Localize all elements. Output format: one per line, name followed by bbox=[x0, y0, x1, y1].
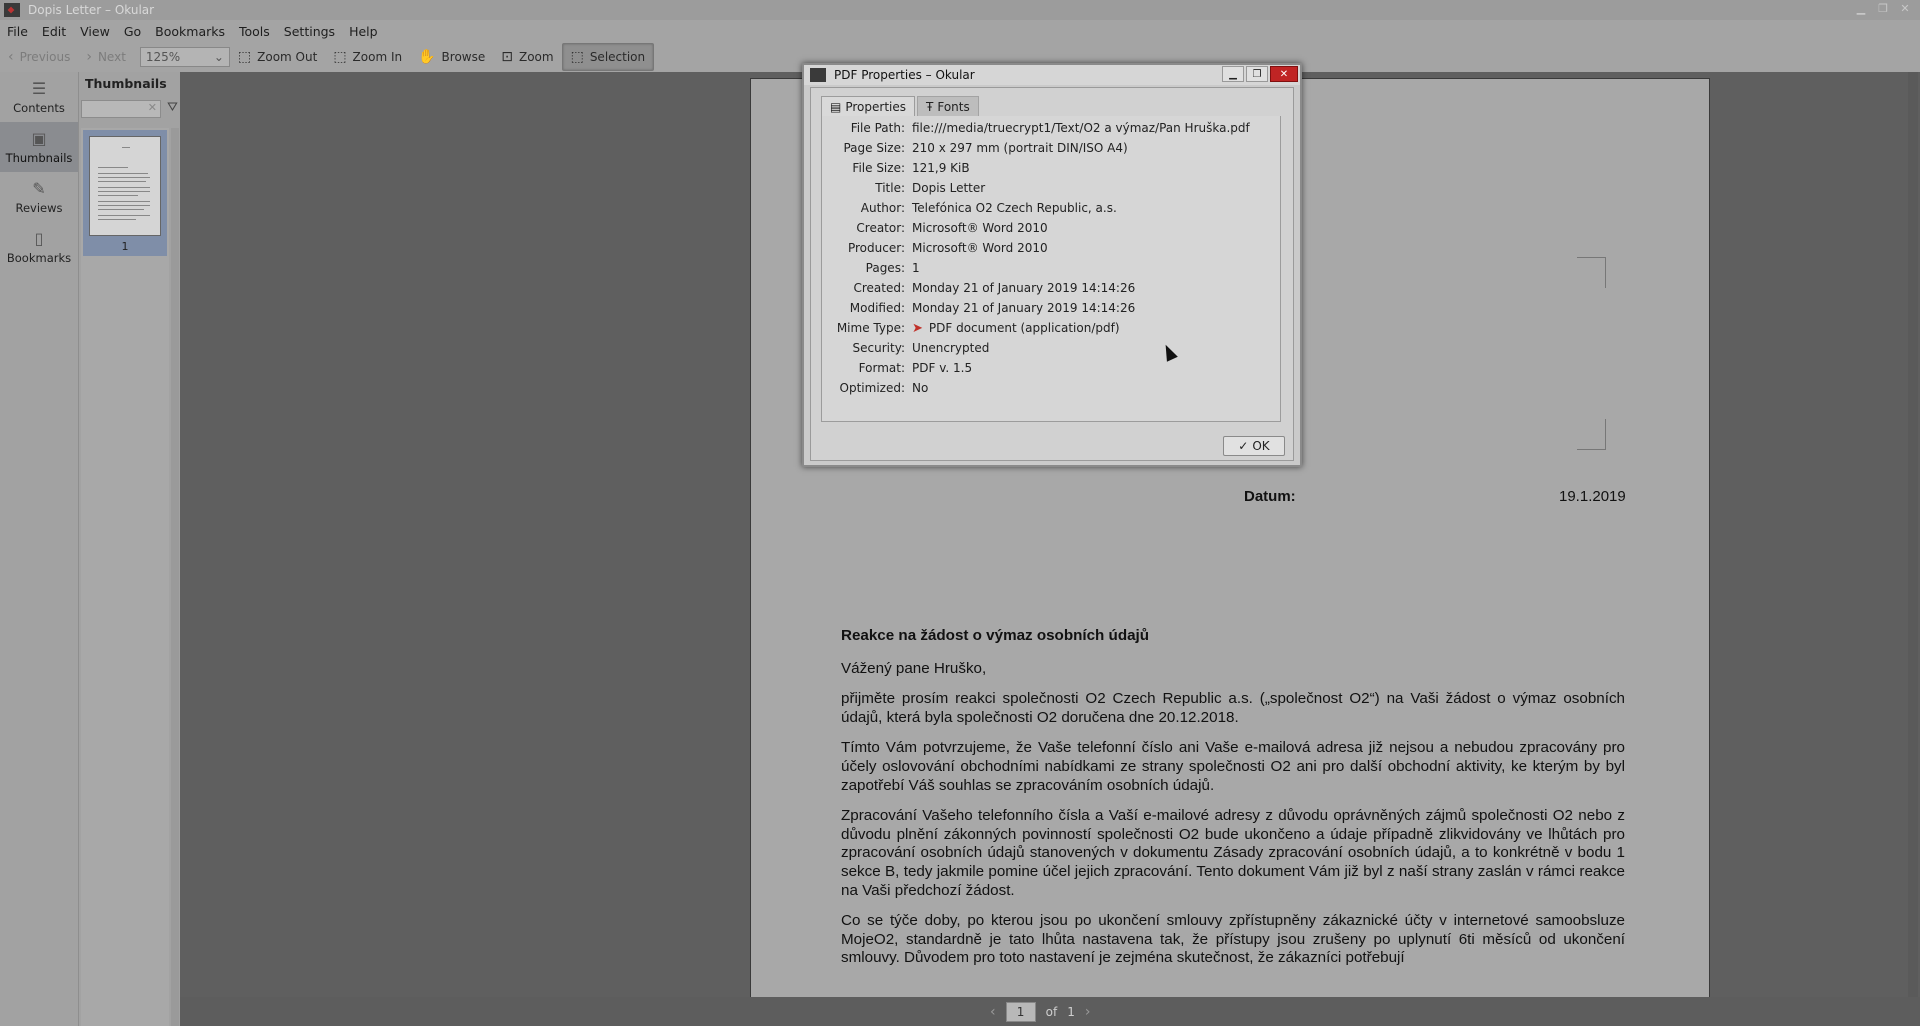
menu-go[interactable]: Go bbox=[123, 23, 142, 39]
dialog-minimize-icon[interactable]: ▁ bbox=[1222, 66, 1244, 82]
menu-file[interactable]: File bbox=[7, 23, 28, 39]
bookmark-icon: ▯ bbox=[34, 229, 44, 248]
ok-label: OK bbox=[1252, 439, 1270, 453]
dialog-maximize-icon[interactable]: ❐ bbox=[1246, 66, 1268, 82]
crop-mark-top bbox=[1577, 257, 1606, 288]
dialog-tabs bbox=[821, 96, 1281, 117]
property-label: Producer: bbox=[847, 241, 905, 255]
property-row-format bbox=[822, 358, 972, 378]
crop-mark-bottom bbox=[1577, 419, 1606, 450]
property-value: Telefónica O2 Czech Republic, a.s. bbox=[912, 201, 1117, 215]
menu-bookmarks[interactable]: Bookmarks bbox=[155, 23, 225, 39]
next-label: Next bbox=[97, 50, 126, 64]
property-label: Created: bbox=[853, 281, 905, 295]
sidebar-item-label: Bookmarks bbox=[6, 251, 72, 265]
menu-help[interactable]: Help bbox=[349, 23, 378, 39]
dialog-title: PDF Properties – Okular bbox=[834, 68, 975, 82]
sidebar-item-bookmarks[interactable] bbox=[0, 222, 78, 272]
property-value: No bbox=[912, 381, 929, 395]
pen-icon: ✎ bbox=[32, 179, 46, 198]
selection-icon: ⬚ bbox=[570, 49, 584, 65]
hand-icon: ✋ bbox=[418, 49, 436, 65]
property-row-file-size bbox=[822, 158, 970, 178]
sidebar-item-label: Contents bbox=[13, 101, 65, 115]
zoom-tool-label: Zoom bbox=[518, 50, 554, 64]
dialog-body bbox=[810, 87, 1294, 461]
chevron-left-icon: ‹ bbox=[8, 49, 14, 65]
sidebar-item-label: Reviews bbox=[15, 201, 63, 215]
okular-app-icon bbox=[4, 3, 20, 17]
letter-greeting: Vážený pane Hruško, bbox=[841, 659, 987, 677]
chevron-right-icon: › bbox=[86, 49, 92, 65]
thumbnail-page-preview bbox=[89, 136, 161, 236]
thumbnail-list bbox=[81, 128, 169, 1026]
checkmark-icon: ✓ bbox=[1238, 439, 1249, 453]
menu-edit[interactable]: Edit bbox=[41, 23, 67, 39]
property-row-modified bbox=[822, 298, 1135, 318]
property-row-pages bbox=[822, 258, 920, 278]
window-title: Dopis Letter – Okular bbox=[28, 3, 155, 17]
zoom-out-label: Zoom Out bbox=[257, 50, 318, 64]
tab-label: Fonts bbox=[937, 99, 970, 114]
zoom-in-label: Zoom In bbox=[352, 50, 403, 64]
property-value: file:///media/truecrypt1/Text/O2 a výmaz/Pan Hruška.pdf bbox=[912, 121, 1250, 135]
property-label: File Size: bbox=[852, 161, 905, 175]
date-label: Datum: bbox=[1244, 488, 1296, 505]
selection-button[interactable] bbox=[562, 43, 655, 71]
menu-view[interactable]: View bbox=[80, 23, 110, 39]
next-page-icon[interactable]: › bbox=[1084, 1004, 1091, 1020]
tab-properties[interactable] bbox=[821, 96, 915, 116]
property-value: Unencrypted bbox=[912, 341, 990, 355]
window-titlebar bbox=[0, 0, 1920, 20]
letter-paragraph: Zpracování Vašeho telefonního čísla a Vaší e-mailové adresy z důvodu oprávněných zájmů společnosti O2 nebo z důvodu plnění zákonných povinností společnosti O2 bude ukončeno a údaje případně zlikvidovány ve lhůtách pro zpracování osobních údajů stanovených v dokumentu Zásady zpracování osobních údajů, a to konkrétně v bodu 1 sekce B, tedy jakmile pomine účel jejich zpracování. Tento dokument Vám již byl z naší strany zaslán v rámci reakce na Vaši předchozí žádost. bbox=[841, 807, 1625, 899]
thumbnail-search-input[interactable] bbox=[81, 100, 161, 118]
property-value: Monday 21 of January 2019 14:14:26 bbox=[912, 301, 1136, 315]
properties-icon: ▤ bbox=[830, 99, 842, 114]
ok-button[interactable] bbox=[1223, 436, 1285, 456]
previous-page-icon[interactable]: ‹ bbox=[990, 1004, 996, 1020]
property-row-author bbox=[822, 198, 1117, 218]
page-number-input[interactable]: 1 bbox=[1006, 1002, 1036, 1022]
browse-label: Browse bbox=[441, 50, 486, 64]
maximize-icon[interactable]: ❐ bbox=[1878, 2, 1888, 15]
okular-app-icon bbox=[810, 68, 826, 82]
sidebar-item-reviews[interactable] bbox=[0, 172, 78, 222]
page-navigation-bar bbox=[180, 997, 1920, 1026]
sidebar-item-contents[interactable] bbox=[0, 72, 78, 122]
close-icon[interactable]: ✕ bbox=[1900, 2, 1910, 15]
property-value: PDF document (application/pdf) bbox=[928, 320, 1120, 335]
property-value: Microsoft® Word 2010 bbox=[912, 241, 1048, 255]
properties-panel bbox=[821, 116, 1281, 422]
zoom-in-icon: ⬚ bbox=[333, 49, 347, 65]
zoom-value: 125% bbox=[145, 50, 181, 64]
property-row-security bbox=[822, 338, 989, 358]
sidebar-nav bbox=[0, 72, 78, 1026]
page-total: 1 bbox=[1067, 1005, 1075, 1019]
clear-icon[interactable]: ✕ bbox=[147, 101, 157, 114]
property-value: 121,9 KiB bbox=[912, 161, 970, 175]
thumbnails-heading: Thumbnails bbox=[85, 76, 167, 91]
property-label: Mime Type: bbox=[836, 321, 905, 335]
property-value: PDF v. 1.5 bbox=[912, 361, 973, 375]
property-label: Title: bbox=[875, 181, 905, 195]
menu-tools[interactable]: Tools bbox=[239, 23, 270, 39]
property-row-file-path bbox=[822, 118, 1250, 138]
thumbnail-item[interactable] bbox=[83, 130, 167, 256]
property-row-creator bbox=[822, 218, 1048, 238]
chevron-down-icon: ⌄ bbox=[213, 50, 224, 64]
zoom-combobox[interactable] bbox=[140, 47, 230, 67]
dialog-close-icon[interactable]: ✕ bbox=[1270, 66, 1298, 82]
property-row-optimized bbox=[822, 378, 928, 398]
zoom-out-button[interactable] bbox=[230, 44, 325, 70]
property-label: File Path: bbox=[850, 121, 905, 135]
tab-label: Properties bbox=[845, 99, 906, 114]
thumbnail-page-number: 1 bbox=[121, 240, 129, 253]
letter-paragraph: Co se týče doby, po kterou jsou po ukončení smlouvy zpřístupněny zákaznické účty v internetové samoobsluze MojeO2, standardně je tato lhůta nastavena tak, že přístupy jsou zrušeny po uplynutí 6ti měsíců od ukončení smlouvy. Důvodem pro toto nastavení je zejména skutečnost, že zákazníci potřebují bbox=[841, 912, 1625, 967]
property-label: Security: bbox=[852, 341, 905, 355]
property-value: 210 x 297 mm (portrait DIN/ISO A4) bbox=[912, 141, 1128, 155]
zoom-tool-icon: ⊡ bbox=[501, 49, 513, 65]
property-value: Microsoft® Word 2010 bbox=[912, 221, 1048, 235]
pdf-file-icon: ➤ bbox=[912, 320, 923, 336]
zoom-out-icon: ⬚ bbox=[237, 49, 252, 65]
property-label: Pages: bbox=[865, 261, 905, 275]
property-row-mime-type bbox=[822, 318, 1120, 338]
menubar bbox=[0, 20, 1920, 42]
previous-label: Previous bbox=[19, 50, 71, 64]
property-value: Dopis Letter bbox=[912, 181, 986, 195]
property-label: Creator: bbox=[856, 221, 905, 235]
property-label: Format: bbox=[858, 361, 905, 375]
thumbnails-panel bbox=[78, 72, 181, 1026]
date-value: 19.1.2019 bbox=[1559, 488, 1626, 505]
document-scrollbar[interactable] bbox=[1908, 72, 1918, 997]
property-value-wrap bbox=[912, 321, 1120, 336]
dialog-titlebar bbox=[804, 65, 1300, 85]
property-value: 1 bbox=[912, 261, 920, 275]
property-value: Monday 21 of January 2019 14:14:26 bbox=[912, 281, 1136, 295]
property-row-page-size bbox=[822, 138, 1128, 158]
menu-settings[interactable]: Settings bbox=[283, 23, 336, 39]
font-icon: Ŧ bbox=[926, 99, 934, 114]
minimize-icon[interactable]: ▁ bbox=[1856, 2, 1866, 15]
property-row-title bbox=[822, 178, 985, 198]
zoom-in-button[interactable] bbox=[325, 44, 410, 70]
filter-icon[interactable]: ⛛ bbox=[167, 100, 178, 115]
page-of-label: of bbox=[1045, 1005, 1058, 1019]
thumbnails-icon: ▣ bbox=[31, 129, 47, 148]
selection-label: Selection bbox=[589, 50, 646, 64]
property-label: Page Size: bbox=[843, 141, 905, 155]
sidebar-item-thumbnails[interactable] bbox=[0, 122, 78, 172]
letter-paragraph: přijměte prosím reakci společnosti O2 Czech Republic a.s. („společnost O2“) na Vaši žádost o výmaz osobních údajů, která byla společnosti O2 doručena dne 20.12.2018. bbox=[841, 690, 1625, 726]
contents-icon: ☰ bbox=[31, 79, 47, 98]
letter-body bbox=[841, 627, 1625, 980]
letter-subject: Reakce na žádost o výmaz osobních údajů bbox=[841, 627, 1150, 644]
property-row-created bbox=[822, 278, 1135, 298]
sidebar-item-label: Thumbnails bbox=[5, 151, 73, 165]
property-label: Optimized: bbox=[839, 381, 905, 395]
thumbnail-scrollbar[interactable] bbox=[171, 128, 179, 1026]
previous-button[interactable] bbox=[0, 44, 78, 70]
pdf-properties-dialog bbox=[802, 63, 1302, 467]
property-label: Modified: bbox=[849, 301, 905, 315]
property-label: Author: bbox=[860, 201, 905, 215]
browse-button[interactable] bbox=[410, 44, 493, 70]
letter-paragraph: Tímto Vám potvrzujeme, že Vaše telefonní číslo ani Vaše e-mailová adresa již nejsou a nebudou zpracovány pro účely oslovování obchodními nabídkami ze strany společnosti O2 ani pro další obchodní aktivity, ke kterým by byl zapotřebí Váš souhlas se zpracováním osobních údajů. bbox=[841, 739, 1625, 794]
zoom-tool-button[interactable] bbox=[493, 44, 561, 70]
tab-fonts[interactable] bbox=[917, 96, 979, 116]
next-button[interactable] bbox=[78, 44, 134, 70]
property-row-producer bbox=[822, 238, 1048, 258]
